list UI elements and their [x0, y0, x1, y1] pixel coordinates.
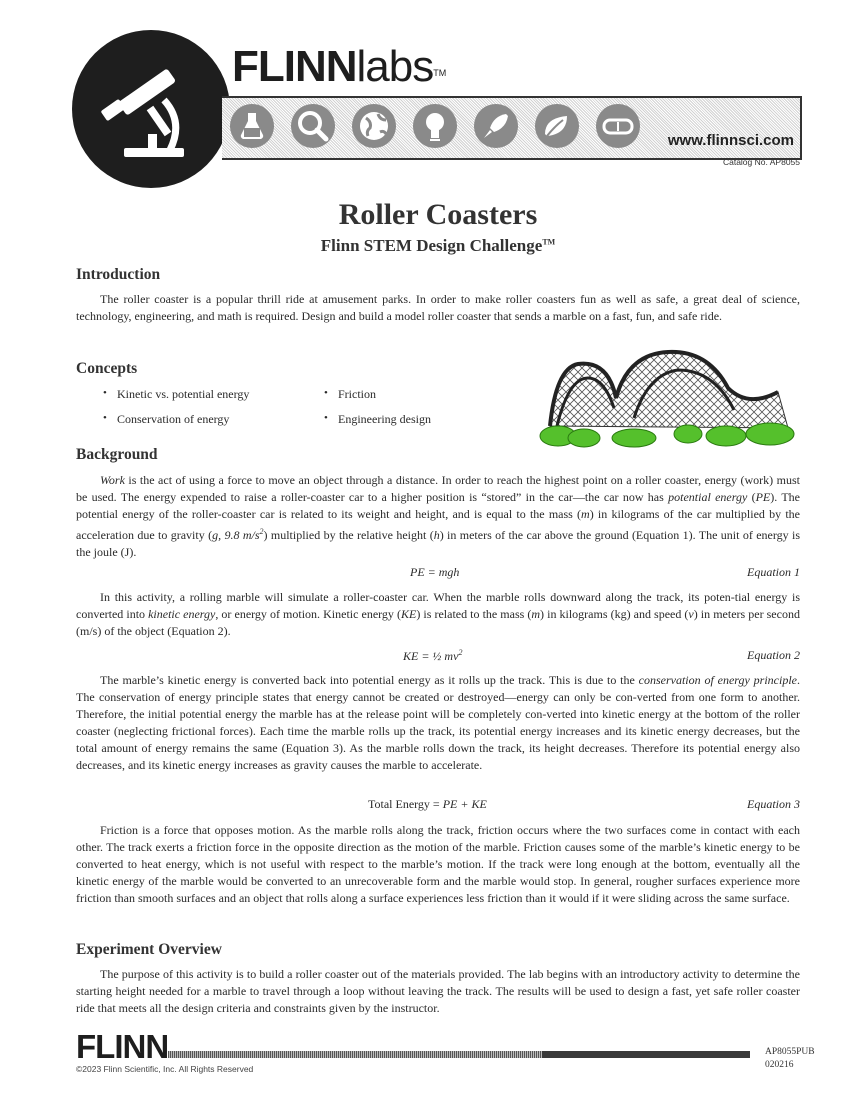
concept-item: • Kinetic vs. potential energy: [117, 387, 249, 402]
footer-logo: FLINN: [76, 1028, 169, 1065]
logo-badge: [72, 30, 230, 188]
concept-item: • Conservation of energy: [117, 412, 229, 427]
equation-1-label: Equation 1: [747, 565, 800, 579]
copyright-text: ©2023 Flinn Scientific, Inc. All Rights Reserved: [76, 1064, 254, 1074]
footer-rule-dark: [542, 1051, 750, 1058]
background-paragraph: The marble’s kinetic energy is converted back into potential energy as it rolls up the track. This is due to the conservation of energy principle. The conservation of energy principle states that energy cannot be created or destroyed—energy can only be con-verted from one form to another. Therefore, the initial potential energy the marble has at the release point will be completely con-verted into kinetic energy at the bottom of the roller coaster (neglecting frictional forces). Each time the marble rolls up the track, its potential energy increases and its kinetic energy decreases, but the total amount of energy remains the same (Equation 3). As the marble rolls down the track, its height decreases. Therefore its potential energy also decreases, and its kinetic energy increases as gravity causes the marble to accelerate.: [76, 673, 800, 772]
concept-item: • Engineering design: [338, 412, 431, 427]
background-paragraph: Work is the act of using a force to move an object through a distance. In order to reach the highest point on a roller coaster, energy (work) must be used. The energy expended to raise a roller-coaster car to a higher position is “stored” in the car—the car now has potential energy (PE). The potential energy of the roller-coaster car is related to its weight and height, and is equal to the mass (m) in kilograms of the car multiplied by the acceleration due to gravity (g, 9.8 $m/s^2$) multiplied by the relative height (h) in meters of the car above the ground (Equation 1). The unit of energy is the joule (J).: [76, 473, 801, 559]
publication-code: AP8055PUB 020216: [765, 1047, 815, 1070]
brand-logo: FLINNlabs™: [232, 42, 447, 91]
equation-3: Total Energy = PE + KE: [368, 797, 487, 811]
page-subtitle: Flinn STEM Design Challenge™: [320, 236, 556, 255]
equation-2: KE = ½ $mv^2$: [403, 648, 463, 663]
microscope-icon: [72, 30, 230, 188]
rocket-icon: [474, 104, 518, 148]
leaf-icon: [535, 104, 579, 148]
website-link[interactable]: www.flinnsci.com: [667, 132, 794, 149]
introduction-text: The roller coaster is a popular thrill ride at amusement parks. In order to make roller coasters fun as well as safe, a great deal of science, technology, engineering, and math is required. Design and build a model roller coaster that sends a marble on a fast, fun, and safe ride.: [76, 292, 800, 323]
goggles-icon: [596, 104, 640, 148]
experiment-overview-heading: Experiment Overview: [76, 941, 222, 958]
concept-item: • Friction: [338, 387, 376, 402]
background-paragraph: In this activity, a rolling marble will simulate a roller-coaster car. When the marble rolls downward along the track, its poten-tial energy is converted into kinetic energy, or energy of motion. Kinetic energy (KE) is related to the mass (m) in kilograms (kg) and speed (v) in meters per second (m/s) of the object (Equation 2).: [76, 590, 800, 638]
roller-coaster-illustration: [538, 348, 800, 448]
footer-rule: [168, 1051, 542, 1058]
lightbulb-icon: [413, 104, 457, 148]
experiment-overview-text: The purpose of this activity is to build a roller coaster out of the materials provided. The lab begins with an introductory activity to determine the starting height needed for a marble to travel through a loop without leaving the track. The results will be used to design a fast, yet safe roller coaster ride that meets all the design criteria and constraints given by the instructor.: [76, 967, 800, 1015]
magnifier-icon: [291, 104, 335, 148]
background-heading: Background: [76, 446, 158, 463]
equation-3-label: Equation 3: [747, 797, 800, 811]
equation-2-label: Equation 2: [747, 648, 800, 662]
concepts-heading: Concepts: [76, 360, 138, 377]
catalog-number: Catalog No. AP8055: [722, 157, 800, 167]
equation-1: PE = mgh: [410, 565, 460, 579]
introduction-heading: Introduction: [76, 266, 161, 283]
background-paragraph: Friction is a force that opposes motion. As the marble rolls along the track, friction occurs where the two surfaces come in contact with each other. The track exerts a friction force in the opposite direction as the motion of the marble. Friction causes some of the marble’s kinetic energy to be converted to heat energy, which is not useful with respect to the marble’s motion. If the track were long enough at the bottom, eventually all the kinetic energy of the marble would be converted to an unrecoverable form and the marble would stop. In general, rougher surfaces experience more friction than smooth surfaces and an object that rolls along a surface experiences less friction than it would if it were sliding across the same surface.: [76, 823, 800, 905]
flask-icon: [230, 104, 274, 148]
globe-icon: [352, 104, 396, 148]
page-title: Roller Coasters: [338, 198, 538, 231]
